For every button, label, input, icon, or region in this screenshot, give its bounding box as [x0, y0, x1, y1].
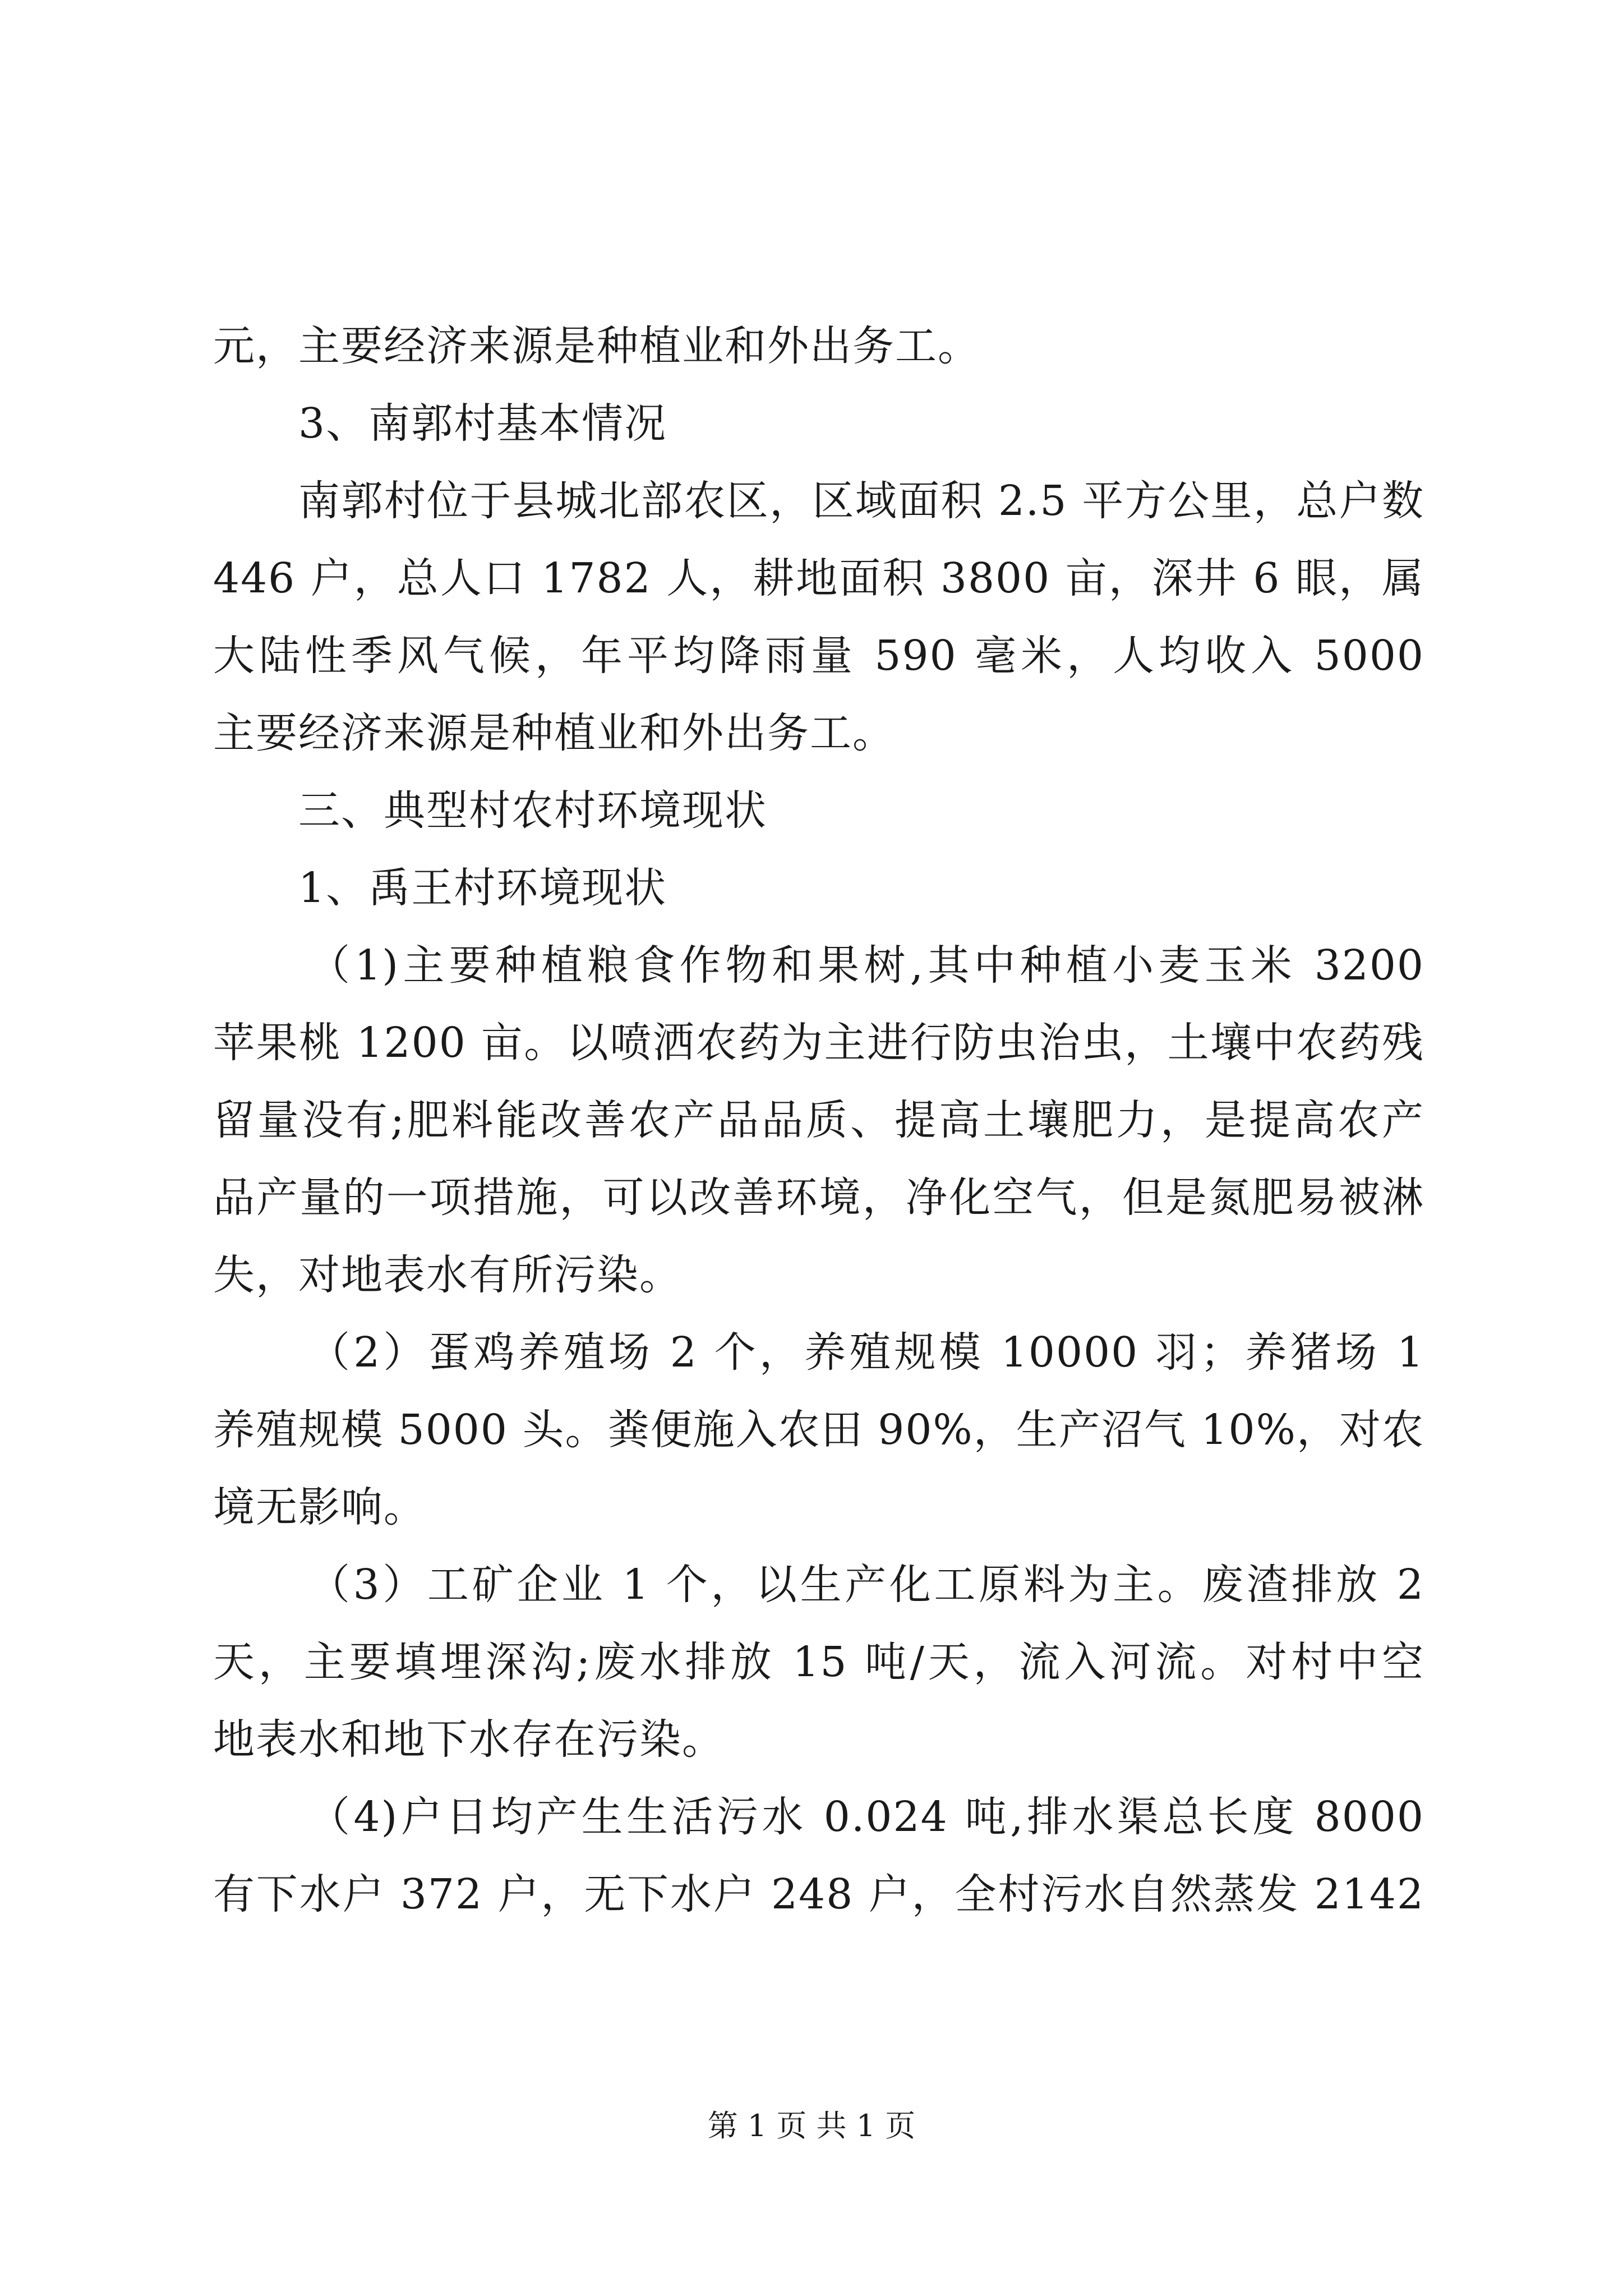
paragraph-line: 有下水户 372 户，无下水户 248 户，全村污水自然蒸发 2142 [213, 1870, 1424, 1918]
paragraph-line: 地表水和地下水存在污染。 [213, 1715, 725, 1764]
paragraph-line: （3）工矿企业 1 个，以生产化工原料为主。废渣排放 2 [308, 1561, 1424, 1609]
paragraph-line: 境无影响。 [213, 1483, 426, 1531]
paragraph-line: 留量没有;肥料能改善农产品品质、提高土壤肥力，是提高农产 [213, 1096, 1424, 1144]
paragraph-line: 品产量的一项措施，可以改善环境，净化空气，但是氮肥易被淋 [213, 1174, 1424, 1222]
paragraph-line: 446 户，总人口 1782 人，耕地面积 3800 亩，深井 6 眼，属 [213, 554, 1424, 602]
paragraph-line: 大陆性季风气候，年平均降雨量 590 毫米，人均收入 5000 [213, 632, 1424, 680]
page-number-footer: 第 1 页 共 1 页 [707, 2108, 916, 2143]
paragraph-line: 元，主要经济来源是种植业和外出务工。 [213, 322, 980, 370]
paragraph-line: 南郭村位于县城北部农区，区域面积 2.5 平方公里，总户数 [298, 477, 1424, 525]
paragraph-line: 失，对地表水有所污染。 [213, 1251, 682, 1299]
paragraph-line: （1)主要种植粮食作物和果树,其中种植小麦玉米 3200 [308, 941, 1424, 990]
paragraph-line: （2）蛋鸡养殖场 2 个，养殖规模 10000 羽；养猪场 1 [308, 1328, 1424, 1377]
paragraph-line: （4)户日均产生生活污水 0.024 吨,排水渠总长度 8000 [308, 1793, 1424, 1841]
paragraph-line: 主要经济来源是种植业和外出务工。 [213, 709, 895, 757]
section-heading: 三、典型村农村环境现状 [298, 786, 767, 835]
paragraph-line: 天，主要填埋深沟;废水排放 15 吨/天，流入河流。对村中空 [213, 1638, 1424, 1686]
paragraph-line: 养殖规模 5000 头。粪便施入农田 90%，生产沼气 10%，对农 [213, 1406, 1424, 1454]
paragraph-line: 苹果桃 1200 亩。以喷洒农药为主进行防虫治虫，土壤中农药残 [213, 1019, 1424, 1067]
section-heading: 3、南郭村基本情况 [298, 399, 667, 448]
document-body [213, 307, 1424, 1933]
section-heading: 1、禹王村环境现状 [298, 864, 667, 912]
